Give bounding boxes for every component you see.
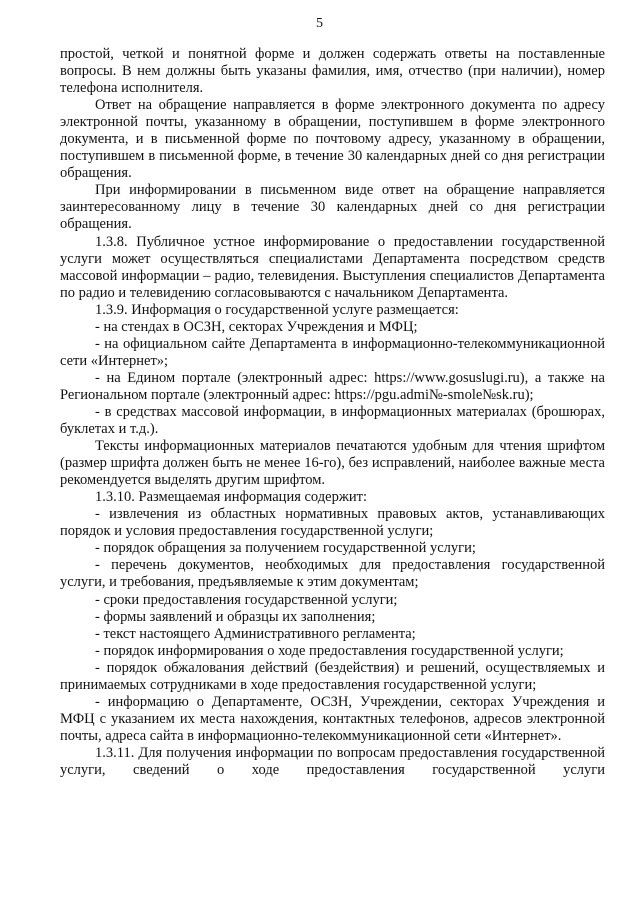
list-item: - формы заявлений и образцы их заполнения; [95,608,376,625]
paragraph: 1.3.9. Информация о государственной услуге размещается: [95,301,459,318]
list-item: - порядок информирования о ходе предоставления государственной услуги; [95,642,564,659]
paragraph: Тексты информационных материалов печатаются удобным для чтения шрифтом (размер шрифта должен быть не менее 16-го), без исправлений, наиболее важные места рекомендуется выделять другим шрифтом. [60,438,605,489]
list-item: - перечень документов, необходимых для предоставления государственной услуги, и требования, предъявляемые к этим документам; [60,557,605,591]
paragraph: 1.3.11. Для получения информации по вопросам предоставления государственной услуги, сведений о ходе предоставления государственной услуги [60,744,605,778]
list-item: - на стендах в ОСЗН, секторах Учреждения и МФЦ; [95,318,418,335]
list-item: - извлечения из областных нормативных правовых актов, устанавливающих порядок и условия предоставления государственной услуги; [60,506,605,540]
list-item: - сроки предоставления государственной услуги; [95,591,398,608]
list-item: - на официальном сайте Департамента в информационно-телекоммуникационной сети «Интернет»; [60,335,605,369]
list-item: - на Едином портале (электронный адрес: https://www.gosuslugi.ru), а также на Региональном портале (электронный адрес: https://pgu.admi№-smole№sk.ru); [60,369,605,403]
paragraph: 1.3.10. Размещаемая информация содержит: [95,489,367,506]
list-item: - текст настоящего Административного регламента; [95,625,416,642]
list-item: - порядок обжалования действий (бездействия) и решений, осуществляемых и принимаемых сотрудниками в ходе предоставления государственной услуги; [60,659,605,693]
paragraph: 1.3.8. Публичное устное информирование о предоставлении государственной услуги может осуществляться специалистами Департамента посредством средств массовой информации – радио, телевидения. Выступления специалистов Департамента по радио и телевидению согласовываются с начальником Департамента. [60,233,605,301]
paragraph: Ответ на обращение направляется в форме электронного документа по адресу электронной почты, указанному в обращении, поступившем в форме электронного документа, и в письменной форме по почтовому адресу, указанному в обращении, поступившем в письменной форме, в течение 30 календарных дней со дня регистрации обращения. [60,97,605,182]
document-body [60,46,605,779]
list-item: - порядок обращения за получением государственной услуги; [95,540,476,557]
paragraph: При информировании в письменном виде ответ на обращение направляется заинтересованному лицу в течение 30 календарных дней со дня регистрации обращения. [60,182,605,233]
paragraph: простой, четкой и понятной форме и должен содержать ответы на поставленные вопросы. В нем должны быть указаны фамилия, имя, отчество (при наличии), номер телефона исполнителя. [60,46,605,97]
list-item: - в средствах массовой информации, в информационных материалах (брошюрах, буклетах и т.д.). [60,403,605,438]
list-item: - информацию о Департаменте, ОСЗН, Учреждении, секторах Учреждения и МФЦ с указанием их места нахождения, контактных телефонов, адресов электронной почты, адреса сайта в информационно-телекоммуникационной сети «Интернет». [60,693,605,744]
page-number: 5 [316,16,323,31]
